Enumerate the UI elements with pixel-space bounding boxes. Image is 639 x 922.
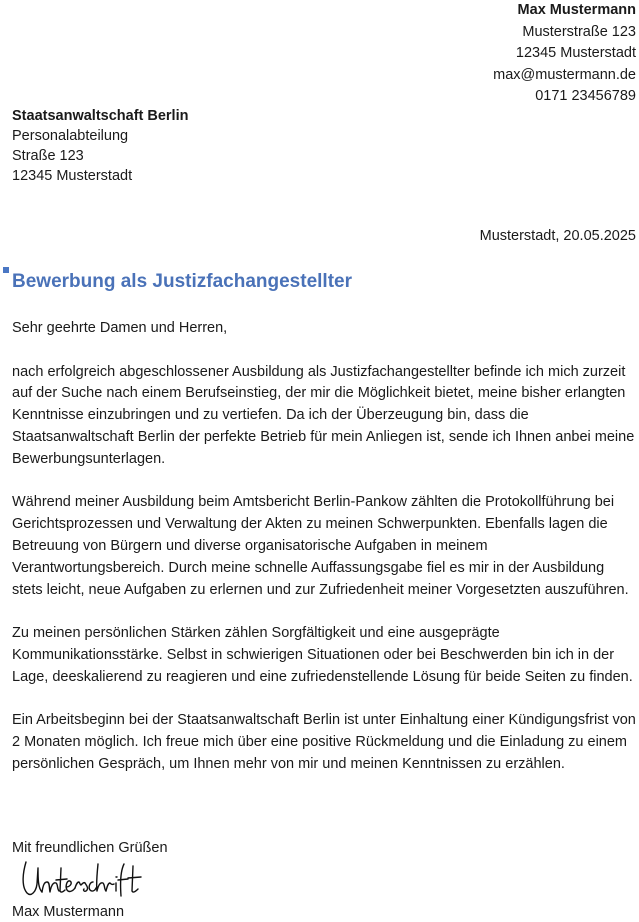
letter-body: [12, 318, 637, 798]
recipient-block: [12, 106, 188, 186]
recipient-department: Personalabteilung: [12, 128, 129, 144]
closing: Mit freundlichen Grüßen: [12, 840, 168, 856]
recipient-street: Straße 123: [12, 148, 84, 164]
paragraph-4: Ein Arbeitsbeginn bei der Staatsanwaltschaft Berlin ist unter Einhaltung einer Kündigungsfrist von 2 Monaten möglich. Ich freue mich über eine positive Rückmeldung und die Einladung zu einem persönlichen Gespräch, um Ihnen mehr von mir und meinen Kenntnissen zu erzählen.: [12, 712, 636, 772]
sender-phone: 0171 23456789: [535, 88, 636, 104]
paragraph-2: Während meiner Ausbildung beim Amtsbericht Berlin-Pankow zählten die Protokollführung bei Gerichtsprozessen und Verwaltung der Akten zu meinen Schwerpunkten. Ebenfalls lagen die Betreuung von Bürgern und diverse organisatorische Aufgaben in meinem Verantwortungsbereich. Durch meine schnelle Auffassungsgabe fiel es mir in der Ausbildung stets leicht, neue Aufgaben zu erlernen und zur Zufriedenheit meiner Vorgesetzten auszuführen.: [12, 494, 629, 598]
signer-name: Max Mustermann: [12, 904, 125, 920]
sender-street: Musterstraße 123: [522, 23, 636, 40]
letter-subject: Bewerbung als Justizfachangestellter: [12, 271, 352, 292]
recipient-organization: Staatsanwaltschaft Berlin: [12, 108, 189, 124]
recipient-city: 12345 Musterstadt: [12, 168, 133, 184]
handwritten-signature: [20, 858, 145, 900]
letter-date: Musterstadt, 20.05.2025: [479, 228, 636, 244]
salutation: Sehr geehrte Damen und Herren,: [12, 320, 228, 336]
paragraph-3: Zu meinen persönlichen Stärken zählen Sorgfältigkeit und eine ausgeprägte Kommunikationsstärke. Selbst in schwierigen Situationen oder bei Beschwerden bin ich in der Lage, deeskalierend zu reagieren und eine zufriedenstellende Lösung für beide Seiten zu finden.: [12, 625, 633, 685]
subject-marker-icon: [3, 267, 9, 273]
sender-name: Max Mustermann: [517, 2, 636, 18]
sender-block: [493, 0, 636, 108]
sender-email: max@mustermann.de: [493, 66, 636, 83]
paragraph-1: nach erfolgreich abgeschlossener Ausbildung als Justizfachangestellter befinde ich mich zurzeit auf der Suche nach einem Berufseinstieg, der mir die Möglichkeit bietet, meine bisher erlangten Kenntnisse einzubringen und zu vertiefen. Da ich der Überzeugung bin, dass die Staatsanwaltschaft Berlin der perfekte Betrieb für mein Anliegen ist, sende ich Ihnen anbei meine Bewerbungsunterlagen.: [12, 363, 635, 467]
sender-city: 12345 Musterstadt: [515, 45, 636, 61]
